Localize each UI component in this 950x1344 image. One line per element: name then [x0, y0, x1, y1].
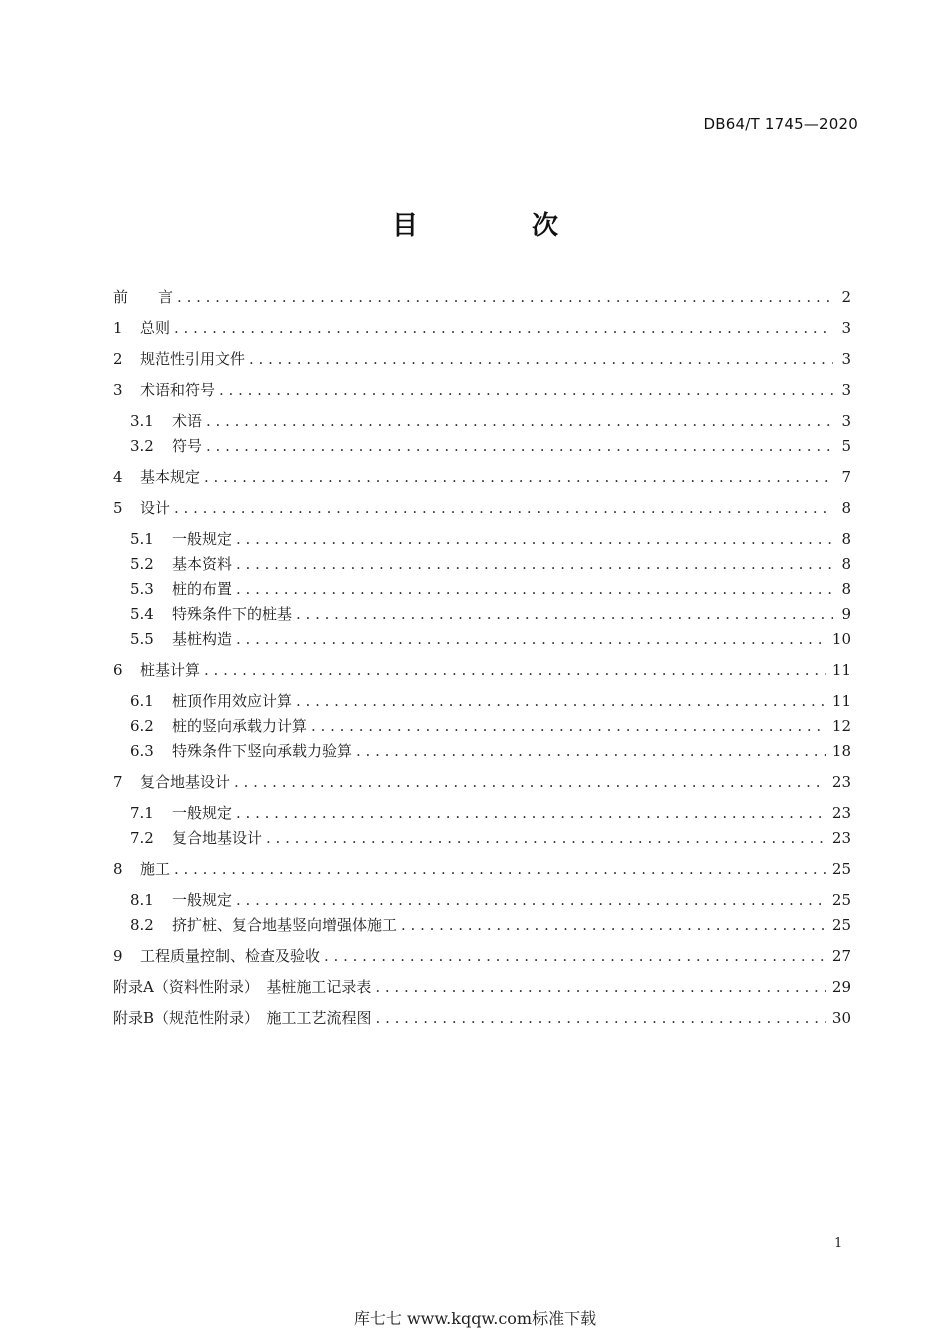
toc-entry-3[interactable] [113, 378, 851, 402]
toc-entry-page: 18 [831, 742, 851, 760]
toc-entry-page: 25 [831, 891, 851, 909]
toc-entry-number: 5.1 [130, 530, 154, 548]
leader-dots [234, 770, 826, 794]
toc-entry-5[interactable] [113, 496, 851, 520]
toc-entry-page: 8 [841, 580, 851, 598]
toc-entry-page: 3 [841, 412, 851, 430]
toc-entry-page: 11 [831, 661, 851, 679]
toc-entry-number: 2 [113, 350, 123, 368]
document-code: DB64/T 1745—2020 [703, 115, 858, 133]
page-number: 1 [834, 1236, 843, 1251]
toc-entry-appendix-b[interactable] [113, 1006, 851, 1030]
toc-entry-page: 2 [841, 288, 851, 306]
toc-entry-number: 5.4 [130, 605, 154, 623]
toc-entry-label: 总则 [140, 319, 171, 337]
toc-entry-number: 5.5 [130, 630, 154, 648]
toc-entry-preface[interactable] [113, 285, 851, 309]
leader-dots [296, 689, 826, 713]
toc-entry-page: 8 [841, 499, 851, 517]
toc-entry-label: 特殊条件下的桩基 [172, 605, 293, 623]
leader-dots [296, 602, 833, 626]
leader-dots [174, 857, 826, 881]
toc-entry-label: 一般规定 [172, 891, 233, 909]
toc-entry-number: 8 [113, 860, 123, 878]
leader-dots [266, 826, 826, 850]
toc-entry-4[interactable] [113, 465, 851, 489]
leader-dots [311, 714, 826, 738]
leader-dots [236, 577, 833, 601]
toc-entry-page: 27 [831, 947, 851, 965]
toc-entry-number: 9 [113, 947, 123, 965]
toc-entry-number: 6 [113, 661, 123, 679]
leader-dots [206, 434, 833, 458]
toc-entry-5-5[interactable] [130, 627, 851, 651]
toc-entry-number: 6.1 [130, 692, 154, 710]
leader-dots [206, 409, 833, 433]
toc-entry-5-1[interactable] [130, 527, 851, 551]
toc-entry-page: 9 [841, 605, 851, 623]
toc-entry-6-2[interactable] [130, 714, 851, 738]
toc-entry-label: 附录A（资料性附录） 基桩施工记录表 [113, 978, 372, 996]
toc-entry-number: 5.3 [130, 580, 154, 598]
toc-entry-number: 6.3 [130, 742, 154, 760]
toc-entry-page: 10 [831, 630, 851, 648]
toc-entry-label: 复合地基设计 [172, 829, 263, 847]
toc-entry-number: 1 [113, 319, 123, 337]
toc-entry-label: 基本资料 [172, 555, 233, 573]
toc-entry-6[interactable] [113, 658, 851, 682]
toc-entry-label: 术语和符号 [140, 381, 216, 399]
leader-dots [376, 1006, 826, 1030]
leader-dots [219, 378, 833, 402]
toc-entry-number: 3.1 [130, 412, 154, 430]
leader-dots [236, 888, 826, 912]
toc-entry-number: 7 [113, 773, 123, 791]
leader-dots [375, 975, 826, 999]
toc-entry-5-3[interactable] [130, 577, 851, 601]
toc-entry-page: 7 [841, 468, 851, 486]
toc-entry-2[interactable] [113, 347, 851, 371]
toc-entry-label: 附录B（规范性附录） 施工工艺流程图 [113, 1009, 372, 1027]
toc-entry-label: 桩的竖向承载力计算 [172, 717, 308, 735]
toc-entry-appendix-a[interactable] [113, 975, 851, 999]
toc-entry-label: 符号 [172, 437, 203, 455]
toc-entry-page: 3 [841, 350, 851, 368]
toc-entry-label: 术语 [172, 412, 203, 430]
toc-entry-6-1[interactable] [130, 689, 851, 713]
toc-entry-page: 11 [831, 692, 851, 710]
toc-entry-7-1[interactable] [130, 801, 851, 825]
toc-entry-8-2[interactable] [130, 913, 851, 937]
toc-entry-label: 设计 [140, 499, 171, 517]
leader-dots [174, 496, 833, 520]
toc-entry-number: 5 [113, 499, 123, 517]
leader-dots [204, 658, 826, 682]
toc-entry-number: 5.2 [130, 555, 154, 573]
toc-entry-number: 4 [113, 468, 123, 486]
toc-entry-number: 7.1 [130, 804, 154, 822]
leader-dots [236, 801, 826, 825]
toc-entry-5-2[interactable] [130, 552, 851, 576]
toc-entry-3-1[interactable] [130, 409, 851, 433]
toc-entry-label: 一般规定 [172, 804, 233, 822]
toc-entry-page: 8 [841, 530, 851, 548]
toc-entry-9[interactable] [113, 944, 851, 968]
toc-entry-3-2[interactable] [130, 434, 851, 458]
toc-entry-label: 前 言 [113, 288, 174, 306]
toc-entry-7[interactable] [113, 770, 851, 794]
toc-entry-label: 复合地基设计 [140, 773, 231, 791]
toc-entry-page: 3 [841, 319, 851, 337]
toc-entry-page: 3 [841, 381, 851, 399]
toc-entry-page: 25 [831, 860, 851, 878]
toc-entry-label: 挤扩桩、复合地基竖向增强体施工 [172, 916, 398, 934]
toc-entry-number: 3.2 [130, 437, 154, 455]
toc-entry-label: 工程质量控制、检查及验收 [140, 947, 321, 965]
leader-dots [174, 316, 833, 340]
toc-entry-6-3[interactable] [130, 739, 851, 763]
toc-entry-page: 29 [831, 978, 851, 996]
toc-entry-number: 3 [113, 381, 123, 399]
toc-entry-page: 30 [831, 1009, 851, 1027]
toc-entry-label: 桩基计算 [140, 661, 201, 679]
toc-entry-page: 25 [831, 916, 851, 934]
toc-entry-number: 8.1 [130, 891, 154, 909]
leader-dots [401, 913, 826, 937]
toc-entry-page: 12 [831, 717, 851, 735]
toc-entry-label: 施工 [140, 860, 171, 878]
page-title: 目 次 [391, 211, 602, 241]
leader-dots [204, 465, 833, 489]
toc-entry-number: 8.2 [130, 916, 154, 934]
toc-entry-5-4[interactable] [130, 602, 851, 626]
leader-dots [324, 944, 826, 968]
toc-entry-label: 特殊条件下竖向承载力验算 [172, 742, 353, 760]
toc-entry-page: 23 [831, 829, 851, 847]
leader-dots [356, 739, 826, 763]
toc-entry-8-1[interactable] [130, 888, 851, 912]
toc-entry-8[interactable] [113, 857, 851, 881]
toc-entry-page: 5 [841, 437, 851, 455]
toc-entry-label: 基桩构造 [172, 630, 233, 648]
toc-entry-page: 8 [841, 555, 851, 573]
leader-dots [236, 627, 826, 651]
leader-dots [177, 285, 833, 309]
toc-entry-page: 23 [831, 804, 851, 822]
toc-entry-label: 桩顶作用效应计算 [172, 692, 293, 710]
toc-entry-page: 23 [831, 773, 851, 791]
leader-dots [249, 347, 833, 371]
toc-entry-label: 桩的布置 [172, 580, 233, 598]
toc-entry-label: 一般规定 [172, 530, 233, 548]
toc-entry-label: 基本规定 [140, 468, 201, 486]
toc-entry-7-2[interactable] [130, 826, 851, 850]
toc-entry-number: 6.2 [130, 717, 154, 735]
toc-entry-1[interactable] [113, 316, 851, 340]
leader-dots [236, 527, 833, 551]
source-watermark: 库七七 www.kqqw.com标准下载 [353, 1309, 597, 1328]
leader-dots [236, 552, 833, 576]
toc-entry-number: 7.2 [130, 829, 154, 847]
toc-entry-label: 规范性引用文件 [140, 350, 246, 368]
